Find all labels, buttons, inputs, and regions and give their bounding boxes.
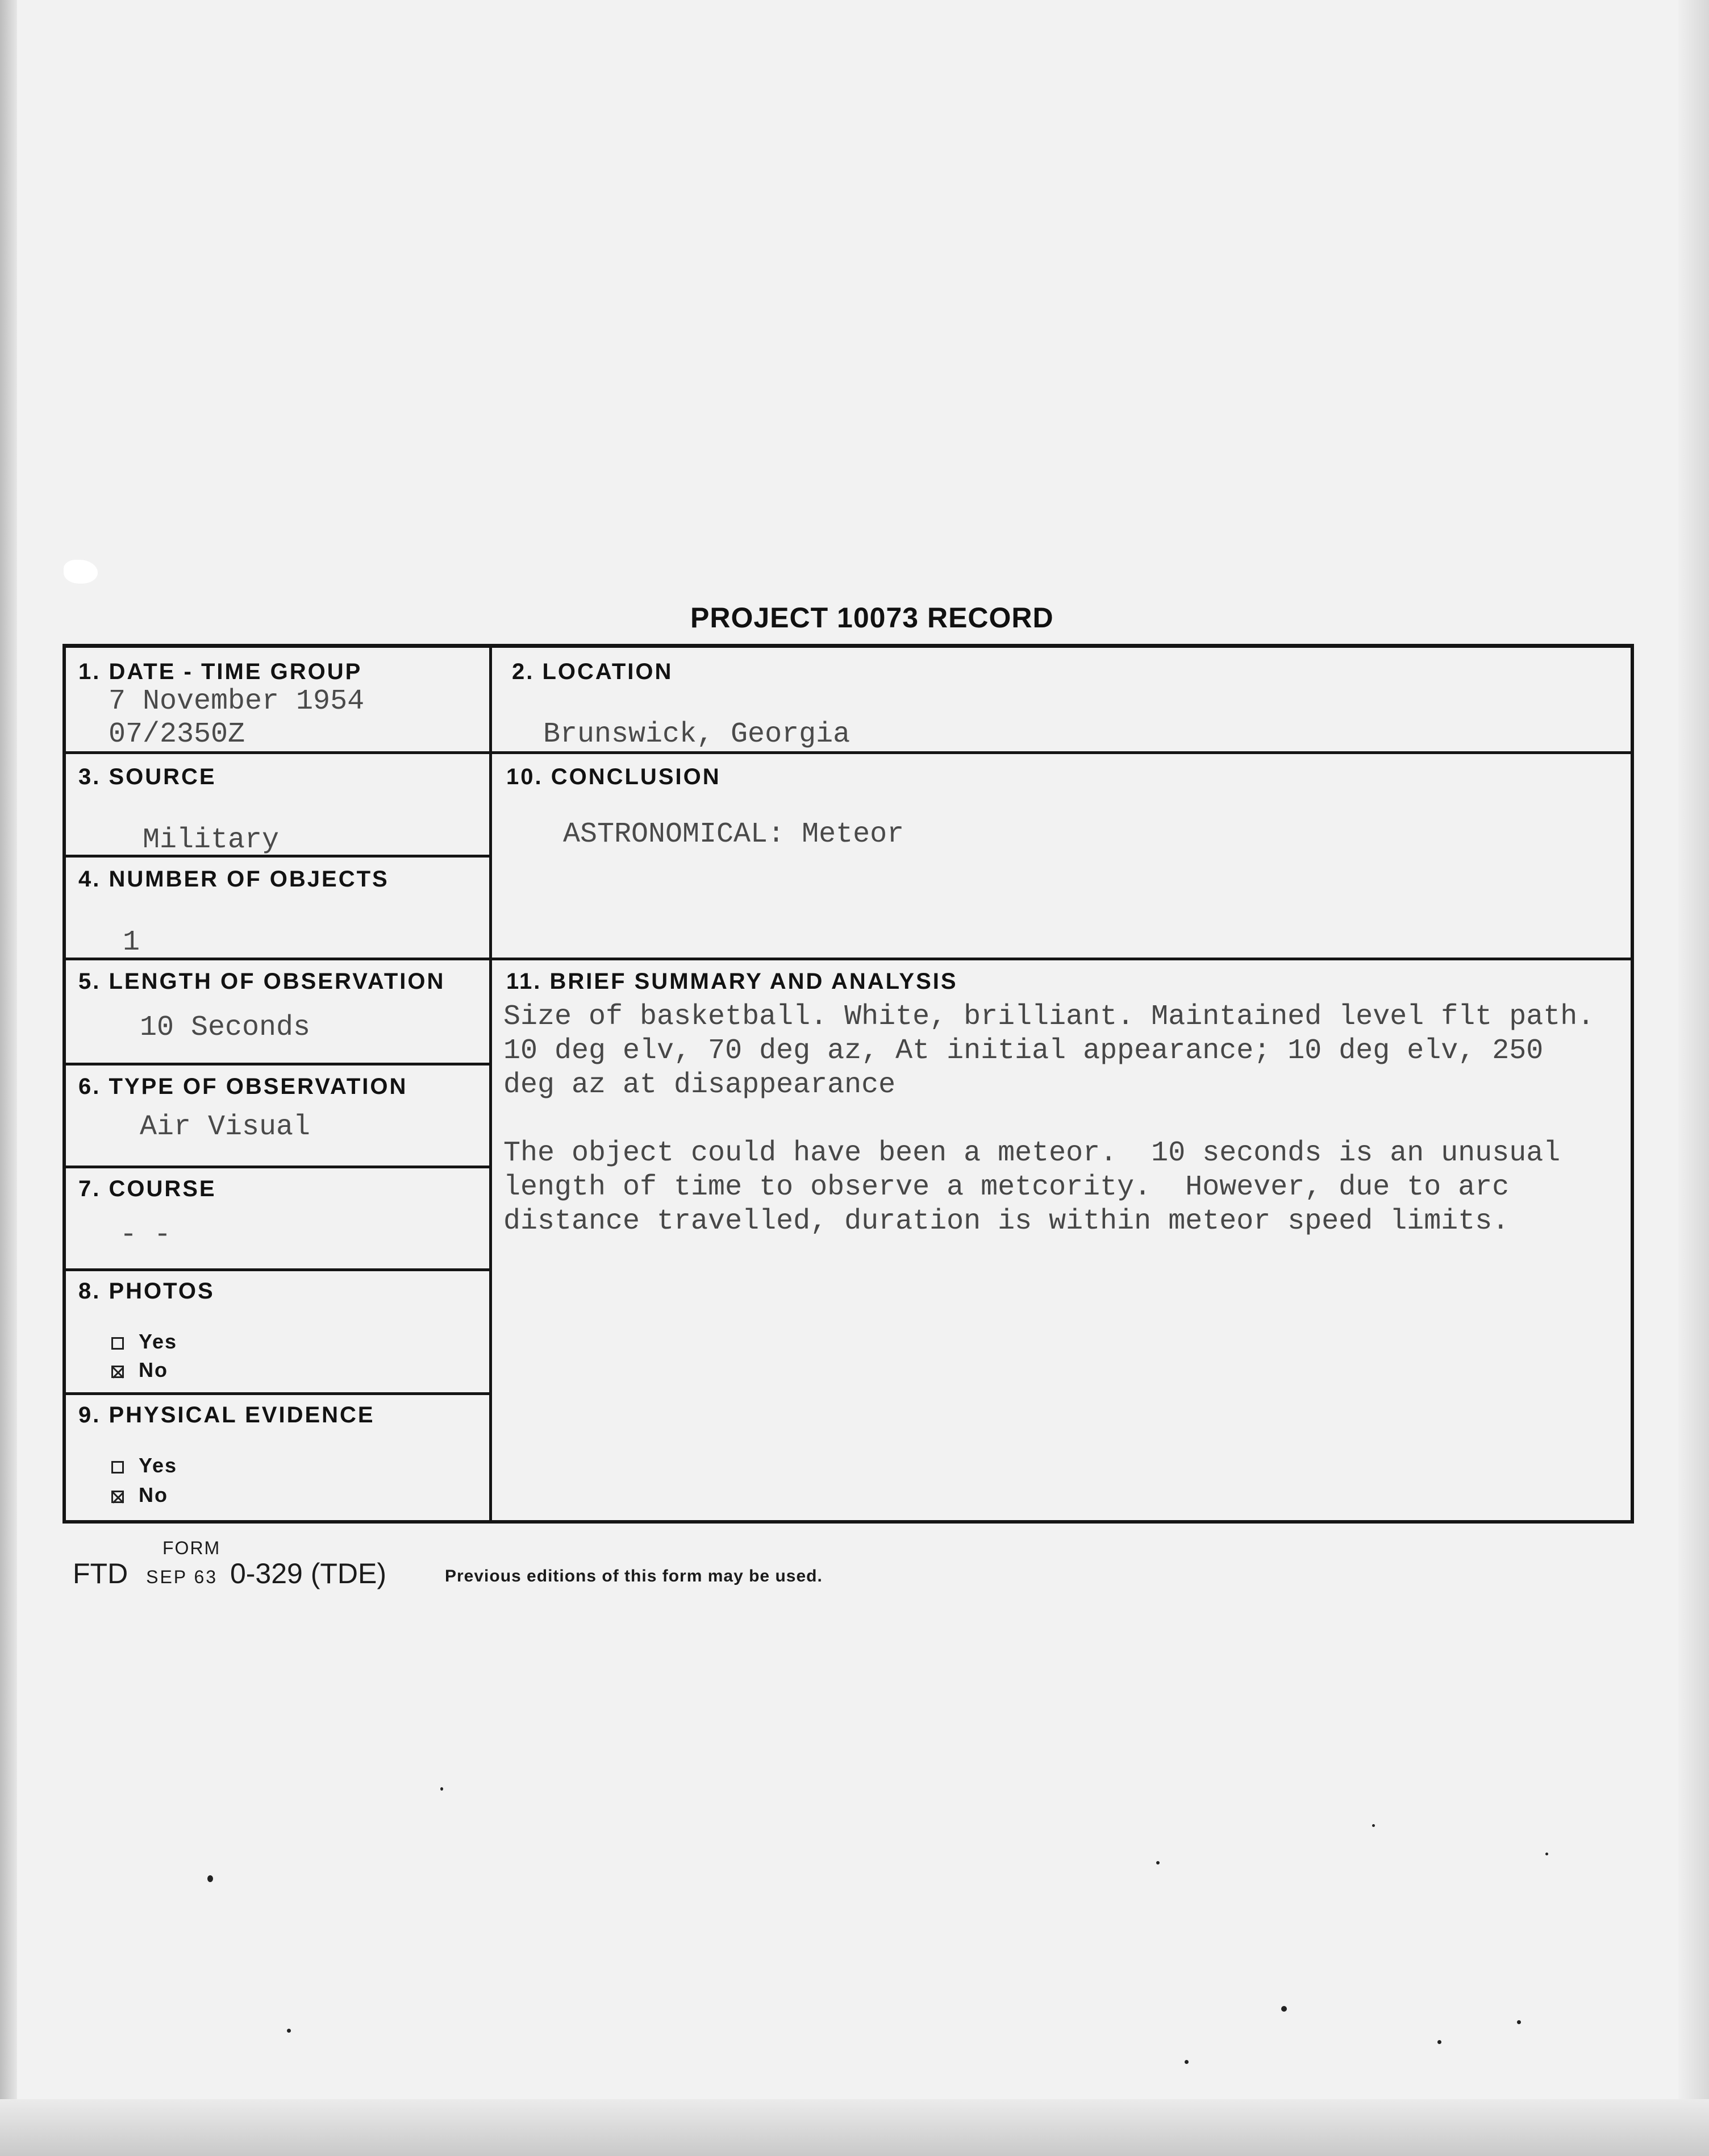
physical-evidence-yes-label: Yes (139, 1454, 178, 1477)
physical-evidence-no-label: No (139, 1483, 168, 1506)
conclusion-value: ASTRONOMICAL: Meteor (563, 818, 904, 851)
scan-speck (1545, 1853, 1548, 1855)
conclusion-label: 10. CONCLUSION (506, 764, 721, 789)
divider (489, 751, 1634, 754)
physical-evidence-label: 9. PHYSICAL EVIDENCE (78, 1402, 375, 1427)
photos-yes-option[interactable] (111, 1330, 177, 1354)
footer-date: SEP 63 (146, 1567, 218, 1587)
footer-note: Previous editions of this form may be used. (445, 1567, 823, 1585)
record-form (62, 644, 1634, 1524)
length-of-observation-value: 10 Seconds (140, 1012, 311, 1044)
divider (66, 1268, 489, 1271)
scan-edge-left (0, 0, 17, 2156)
physical-evidence-yes-option[interactable] (111, 1454, 177, 1477)
number-of-objects-label: 4. NUMBER OF OBJECTS (78, 867, 389, 892)
divider (66, 751, 489, 754)
checked-checkbox-icon (111, 1491, 124, 1503)
summary-line: Size of basketball. White, brilliant. Maintained level flt path. (503, 1001, 1595, 1033)
photos-label: 8. PHOTOS (78, 1279, 215, 1304)
scan-speck (1437, 2040, 1441, 2044)
checkbox-icon (111, 1337, 124, 1350)
time-value: 07/2350Z (109, 718, 245, 751)
type-of-observation-label: 6. TYPE OF OBSERVATION (78, 1074, 408, 1099)
course-label: 7. COURSE (78, 1176, 216, 1201)
scan-edge-bottom (0, 2099, 1709, 2156)
divider (489, 958, 1634, 960)
scan-edge-right (1678, 0, 1709, 2156)
number-of-objects-value: 1 (123, 926, 140, 959)
scan-speck (440, 1787, 443, 1791)
divider (66, 1392, 489, 1395)
scan-speck (1372, 1824, 1375, 1827)
scan-speck (1517, 2020, 1521, 2024)
date-value: 7 November 1954 (109, 685, 365, 718)
summary-line: 10 deg elv, 70 deg az, At initial appearance; 10 deg elv, 250 (503, 1035, 1544, 1067)
footer-form-word: FORM (162, 1538, 221, 1558)
summary-line: deg az at disappearance (503, 1069, 896, 1101)
column-divider (489, 648, 492, 1520)
photos-yes-label: Yes (139, 1330, 178, 1353)
summary-line: distance travelled, duration is within meteor speed limits. (503, 1205, 1510, 1238)
scan-speck (287, 2029, 291, 2033)
photos-no-option[interactable] (111, 1358, 168, 1382)
physical-evidence-no-option[interactable] (111, 1483, 168, 1507)
checkbox-icon (111, 1461, 124, 1474)
scan-blemish (64, 560, 98, 584)
summary-text (503, 1000, 1634, 1239)
source-value: Military (143, 824, 280, 856)
footer-form-id (73, 1557, 386, 1590)
divider (66, 1063, 489, 1065)
summary-line: length of time to observe a metcority. However, due to arc (503, 1171, 1510, 1204)
scan-speck (1281, 2006, 1287, 2012)
scan-speck (1156, 1861, 1160, 1864)
checked-checkbox-icon (111, 1366, 124, 1378)
length-of-observation-label: 5. LENGTH OF OBSERVATION (78, 969, 445, 994)
course-value: - - (120, 1219, 172, 1251)
divider (66, 1166, 489, 1168)
scan-speck (1185, 2060, 1189, 2064)
location-label: 2. LOCATION (512, 659, 673, 684)
summary-label: 11. BRIEF SUMMARY AND ANALYSIS (506, 969, 958, 994)
photos-no-label: No (139, 1358, 168, 1381)
footer-form-number: 0-329 (TDE) (230, 1558, 387, 1589)
scan-speck (207, 1875, 213, 1882)
summary-line: The object could have been a meteor. 10 seconds is an unusual (503, 1137, 1561, 1169)
footer-ftd: FTD (73, 1558, 128, 1589)
form-title: PROJECT 10073 RECORD (690, 602, 1054, 634)
location-value: Brunswick, Georgia (543, 718, 851, 751)
type-of-observation-value: Air Visual (140, 1111, 311, 1143)
date-time-group-label: 1. DATE - TIME GROUP (78, 659, 362, 684)
source-label: 3. SOURCE (78, 764, 216, 789)
